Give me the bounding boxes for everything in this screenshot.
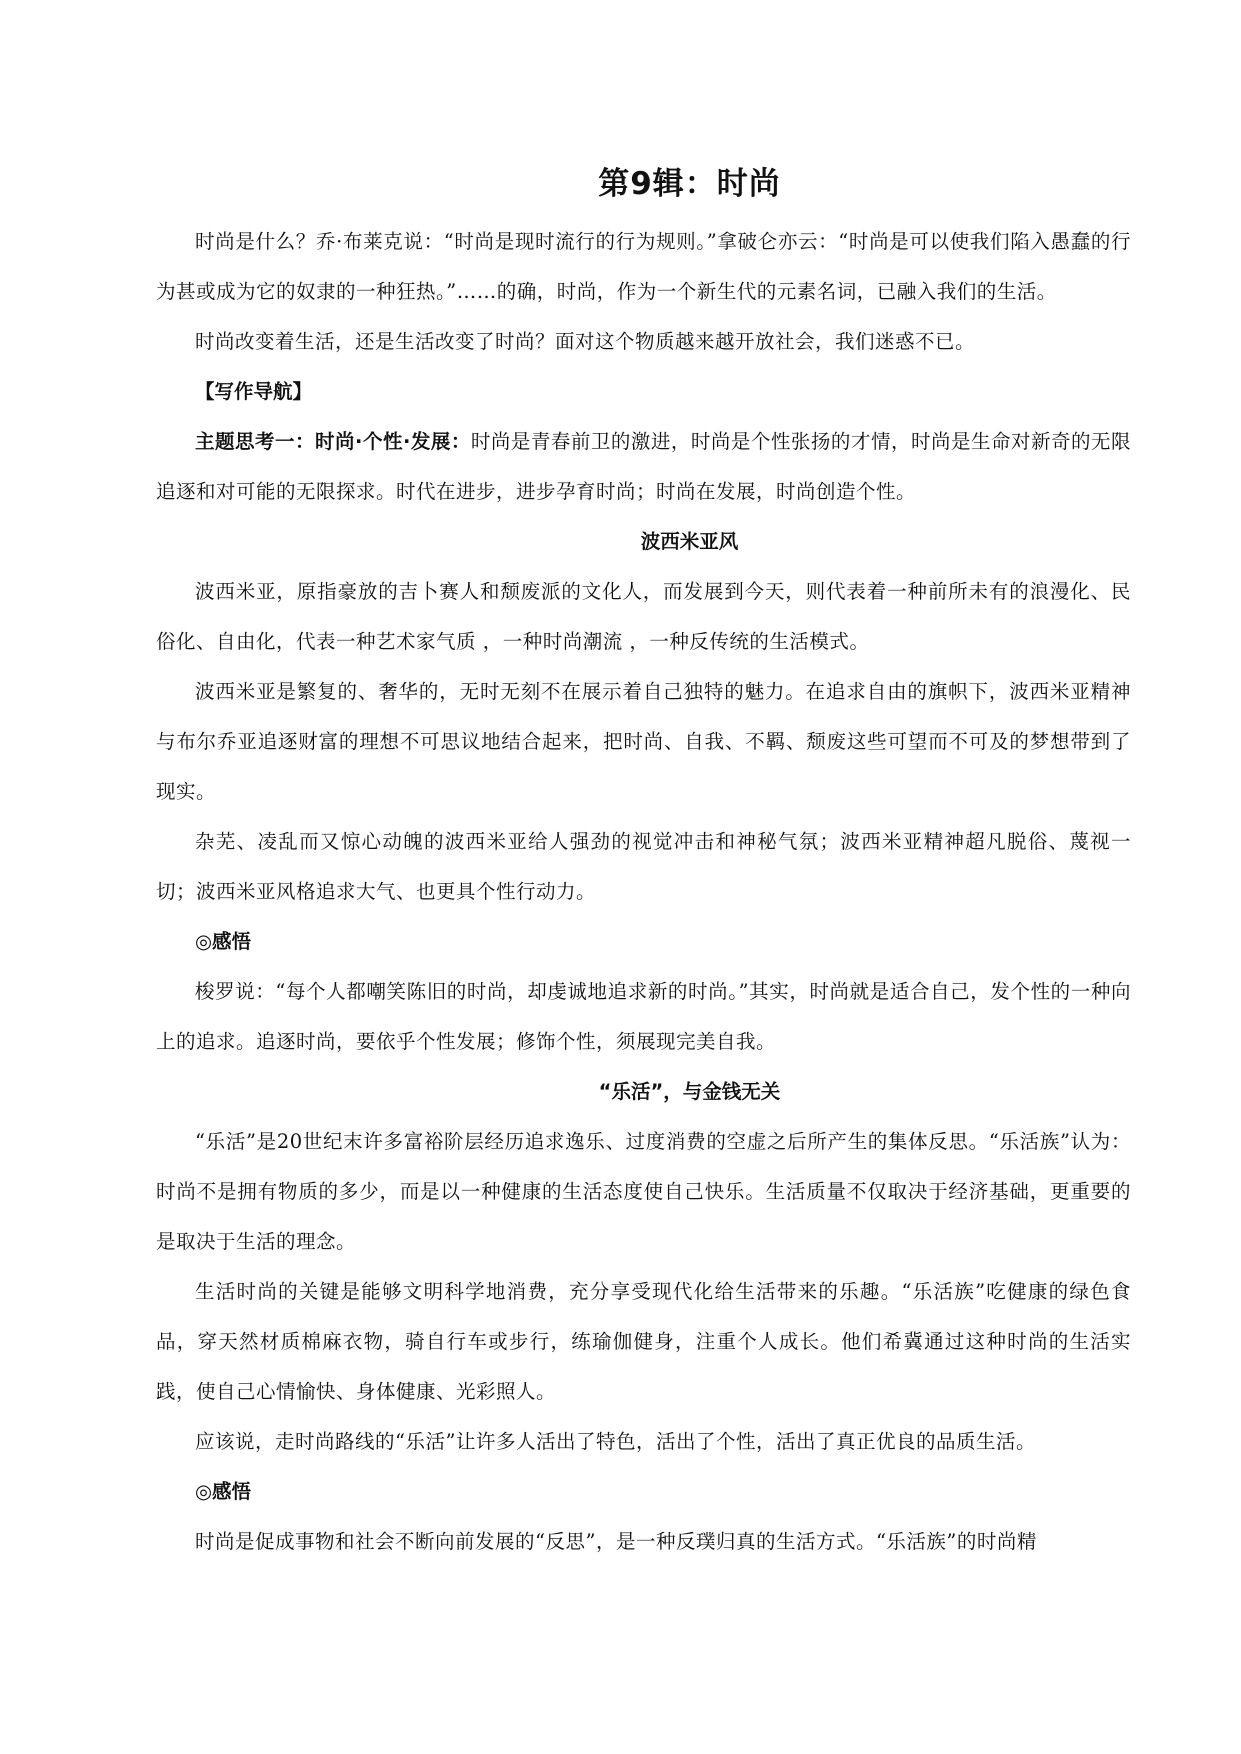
- section-1-paragraph-3: 杂芜、凌乱而又惊心动魄的波西米亚给人强劲的视觉冲击和神秘气氛；波西米亚精神超凡脱俗、蔑视一切；波西米亚风格追求大气、也更具个性行动力。: [156, 830, 1131, 903]
- section-1-insight: 梭罗说：“每个人都嘲笑陈旧的时尚，却虔诚地追求新的时尚。”其实，时尚就是适合自己，发个性的一种向上的追求。追逐时尚，要依乎个性发展；修饰个性，须展现完美自我。: [156, 980, 1131, 1053]
- section-1-insight-heading: ◎感悟: [195, 930, 252, 953]
- section-2-insight-heading: ◎感悟: [195, 1480, 252, 1503]
- theme-1-text: 时尚是青春前卫的激进，时尚是个性张扬的才情，时尚是生命对新奇的无限追逐和对可能的无限探求。时代在进步，进步孕育时尚；时尚在发展，时尚创造个性。: [156, 430, 1131, 503]
- intro-paragraph-1: 时尚是什么？乔·布莱克说：“时尚是现时流行的行为规则。”拿破仑亦云：“时尚是可以使我们陷入愚蠢的行为甚或成为它的奴隶的一种狂热。”……的确，时尚，作为一个新生代的元素名词，已融入我们的生活。: [156, 230, 1131, 303]
- theme-1-lead: 主题思考一：时尚·个性·发展：: [195, 430, 471, 453]
- theme-1-paragraph: [156, 417, 1131, 517]
- intro-paragraph-2: 时尚改变着生活，还是生活改变了时尚？面对这个物质越来越开放社会，我们迷惑不已。: [195, 330, 976, 353]
- section-2-insight: 时尚是促成事物和社会不断向前发展的“反思”，是一种反璞归真的生活方式。“乐活族”的时尚精: [195, 1530, 1037, 1553]
- section-1-paragraph-1: 波西米亚，原指豪放的吉卜赛人和颓废派的文化人，而发展到今天，则代表着一种前所未有的浪漫化、民俗化、自由化，代表一种艺术家气质 ，一种时尚潮流 ，一种反传统的生活模式。: [156, 580, 1131, 653]
- section-2-paragraph-2: 生活时尚的关键是能够文明科学地消费，充分享受现代化给生活带来的乐趣。“乐活族”吃健康的绿色食品，穿天然材质棉麻衣物，骑自行车或步行，练瑜伽健身，注重个人成长。他们希冀通过这种时尚的生活实践，使自己心情愉快、身体健康、光彩照人。: [156, 1280, 1131, 1403]
- section-1-paragraph-2: 波西米亚是繁复的、奢华的，无时无刻不在展示着自己独特的魅力。在追求自由的旗帜下，波西米亚精神与布尔乔亚追逐财富的理想不可思议地结合起来，把时尚、自我、不羁、颓废这些可望而不可及的梦想带到了现实。: [156, 680, 1131, 803]
- section-2-paragraph-3: 应该说，走时尚路线的“乐活”让许多人活出了特色，活出了个性，活出了真正优良的品质生活。: [195, 1430, 1036, 1453]
- section-2-paragraph-1: “乐活”是20世纪末许多富裕阶层经历追求逸乐、过度消费的空虚之后所产生的集体反思。“乐活族”认为：时尚不是拥有物质的多少，而是以一种健康的生活态度使自己快乐。生活质量不仅取决于经济基础，更重要的是取决于生活的理念。: [156, 1130, 1131, 1253]
- writing-guide-heading: 【写作导航】: [195, 380, 313, 403]
- page-title: 第9辑：时尚: [598, 166, 781, 202]
- section-2-title: “乐活”，与金钱无关: [598, 1080, 781, 1103]
- section-1-title: 波西米亚风: [640, 530, 739, 553]
